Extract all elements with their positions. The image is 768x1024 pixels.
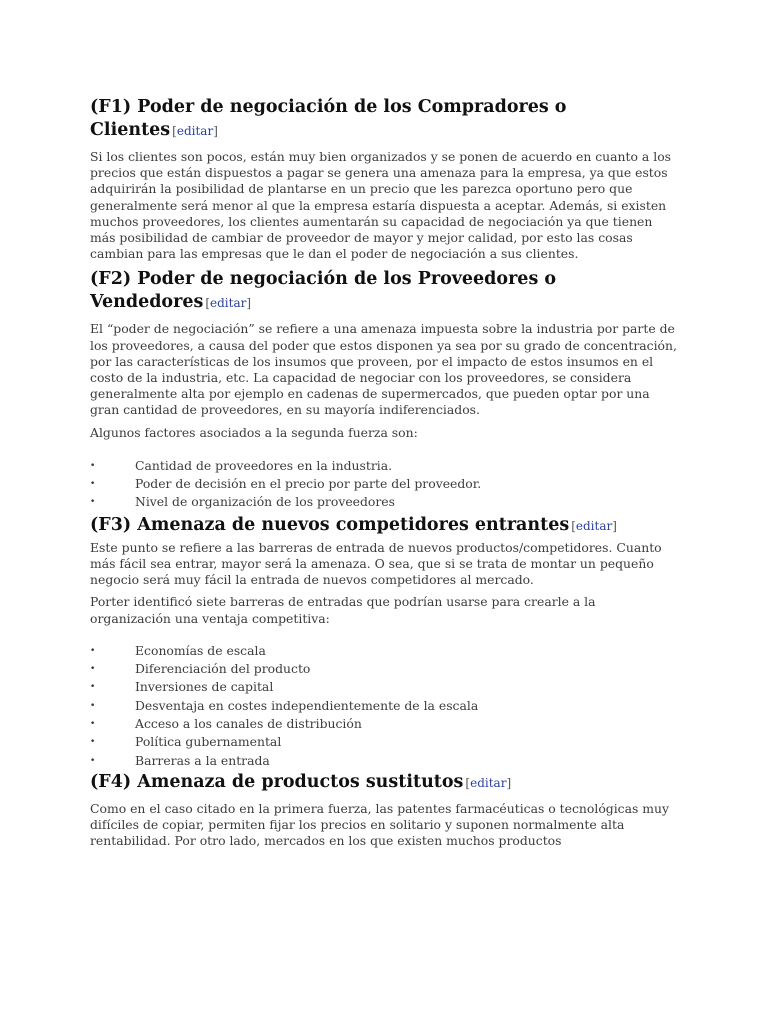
paragraph: Algunos factores asociados a la segunda fuerza son: (90, 424, 418, 440)
list-item: • Desventaja en costes independientemente de la escala (90, 697, 680, 715)
bullet-list (90, 457, 680, 512)
bullet-icon: • (90, 700, 96, 711)
bullet-icon: • (90, 737, 96, 748)
list-item: • Barreras a la entrada (90, 752, 680, 770)
section-heading-f2 (90, 268, 680, 315)
list-item: • Economías de escala (90, 642, 680, 660)
bullet-icon: • (90, 682, 96, 693)
bullet-icon: • (90, 718, 96, 729)
bullet-icon: • (90, 497, 96, 508)
document-content (90, 96, 680, 849)
bullet-icon: • (90, 755, 96, 766)
paragraph: Como en el caso citado en la primera fuerza, las patentes farmacéuticas o tecnológicas muy difíciles de copiar, permiten fijar los precios en solitario y suponen normalmente alta rentabilidad. Por otro lado, mercados en los que existen muchos productos (90, 800, 670, 849)
section-heading-f1 (90, 96, 680, 143)
section-heading-f3 (90, 514, 680, 538)
edit-link[interactable]: [editar] (465, 775, 512, 790)
list-item: • Nivel de organización de los proveedores (90, 493, 680, 511)
bullet-list (90, 642, 680, 770)
paragraph: Si los clientes son pocos, están muy bien organizados y se ponen de acuerdo en cuanto a los precios que están dispuestos a pagar se genera una amenaza para la empresa, ya que estos adquirirán la posibilidad de plantarse en un precio que les parezca oportuno pero que generalmente será menor al que la empresa estaría dispuesta a aceptar. Además, si existen muchos proveedores, los clientes aumentarán su capacidad de negociación ya que tienen más posibilidad de cambiar de proveedor de mayor y mejor calidad, por esto las cosas cambian para las empresas que le dan el poder de negociación a sus clientes. (90, 149, 672, 262)
bullet-icon: • (90, 645, 96, 656)
list-item: • Cantidad de proveedores en la industria. (90, 457, 680, 475)
bullet-icon: • (90, 479, 96, 490)
bullet-icon: • (90, 460, 96, 471)
paragraph: Porter identificó siete barreras de entradas que podrían usarse para crearle a la organización una ventaja competitiva: (90, 594, 596, 626)
heading-text: (F2) Poder de negociación de los Proveedores o Vendedores (90, 269, 557, 313)
heading-text: (F3) Amenaza de nuevos competidores entrantes (90, 514, 570, 535)
paragraph: El “poder de negociación” se refiere a una amenaza impuesta sobre la industria por parte de los proveedores, a causa del poder que estos disponen ya sea por su grado de concentración, por las características de los insumos que proveen, por el impacto de estos insumos en el costo de la industria, etc. La capacidad de negociar con los proveedores, se considera generalmente alta por ejemplo en cadenas de supermercados, que pueden optar por una gran cantidad de proveedores, en su mayoría indiferenciados. (90, 321, 677, 418)
bullet-icon: • (90, 664, 96, 675)
edit-link[interactable]: [editar] (571, 518, 617, 533)
list-item: • Diferenciación del producto (90, 660, 680, 678)
list-item: • Inversiones de capital (90, 678, 680, 696)
heading-text: (F4) Amenaza de productos sustitutos (90, 771, 464, 792)
heading-text: (F1) Poder de negociación de los Compradores o Clientes (90, 97, 567, 140)
section-heading-f4 (90, 771, 680, 795)
edit-link[interactable]: [editar] (172, 124, 218, 138)
list-item: • Poder de decisión en el precio por parte del proveedor. (90, 475, 680, 493)
edit-link[interactable]: [editar] (205, 296, 252, 311)
list-item: • Acceso a los canales de distribución (90, 715, 680, 733)
paragraph: Este punto se refiere a las barreras de entrada de nuevos productos/competidores. Cuanto más fácil sea entrar, mayor será la amenaza. O sea, que si se trata de montar un pequeño negocio será muy fácil la entrada de nuevos competidores al mercado. (90, 539, 662, 588)
list-item: • Política gubernamental (90, 733, 680, 751)
